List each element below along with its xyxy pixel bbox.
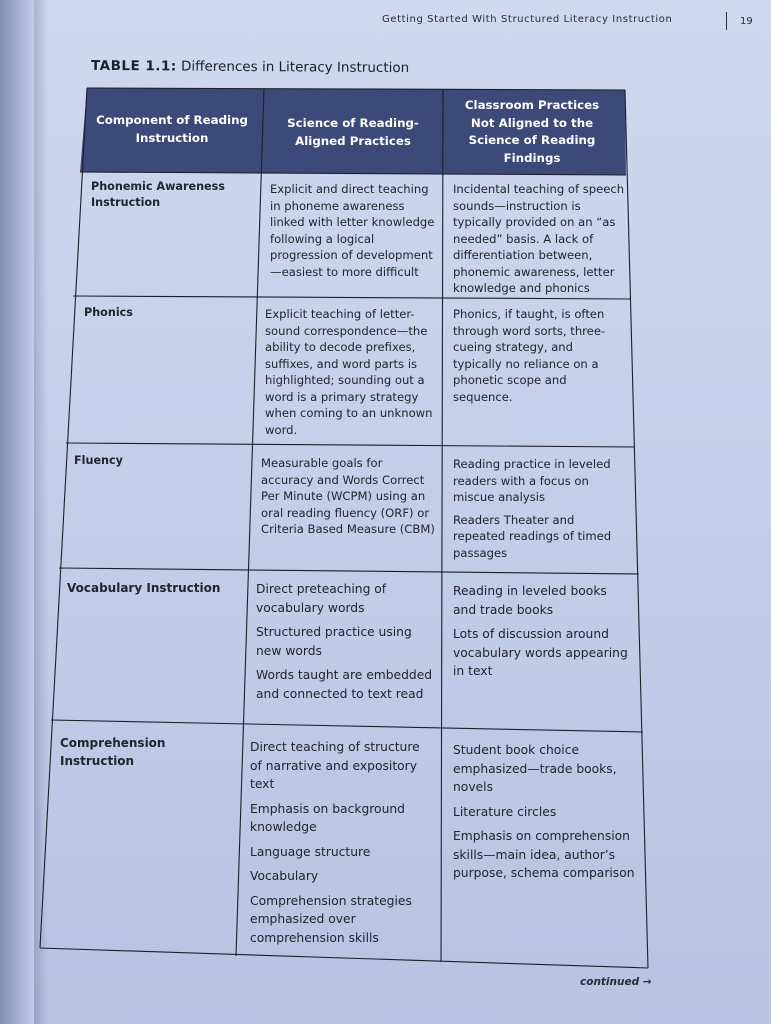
not-aligned-text: Phonics, if taught, is often through word sorts, three-cueing strategy, and typically no reliance on a phonetic scope and sequence. [453, 307, 606, 404]
aligned-text: Language structure [250, 844, 371, 859]
not-aligned-text: Student book choice emphasized—trade books, novels [453, 743, 617, 794]
not-aligned-comprehension [453, 741, 639, 889]
running-head: Getting Started With Structured Literacy Instruction [382, 14, 673, 25]
aligned-text: Emphasis on background knowledge [250, 801, 405, 834]
page-number: 19 [740, 16, 753, 27]
column-header-component: Component of Reading Instruction [96, 113, 248, 145]
aligned-fluency [261, 455, 436, 544]
aligned-vocabulary [256, 580, 434, 709]
not-aligned-fluency [453, 456, 629, 567]
col-rule-left [40, 88, 87, 948]
column-header-not-aligned: Classroom Practices Not Aligned to the Science of Reading Findings [464, 98, 600, 165]
row-rule-3 [59, 568, 639, 574]
aligned-text: Structured practice using new words [256, 625, 412, 658]
aligned-phonics [265, 306, 437, 444]
continued-note: continued → [580, 976, 652, 988]
not-aligned-text: Literature circles [453, 804, 557, 819]
table-caption-label: TABLE 1.1: [90, 57, 177, 75]
not-aligned-text: Readers Theater and repeated readings of timed passages [453, 512, 612, 560]
not-aligned-vocabulary [453, 582, 633, 687]
not-aligned-text: Lots of discussion around vocabulary words appearing in text [453, 627, 628, 678]
row-rule-4 [51, 720, 643, 732]
aligned-phonemic-awareness [270, 181, 435, 286]
aligned-text: Explicit teaching of letter-sound correspondence—the ability to decode prefixes, suffixes, and word parts is highlighted; sounding out a word is a primary strategy when coming to an unknown word. [265, 307, 433, 437]
aligned-text: Measurable goals for accuracy and Words Correct Per Minute (WCPM) using an oral reading fluency (ORF) or Criteria Based Measure (CBM) [261, 456, 435, 536]
component-phonemic-awareness: Phonemic Awareness Instruction [91, 180, 225, 209]
aligned-text: Vocabulary [250, 869, 319, 883]
aligned-comprehension [250, 738, 432, 953]
not-aligned-text: Emphasis on comprehension skills—main idea, author’s purpose, schema comparison [453, 829, 635, 880]
aligned-text: Direct teaching of structure of narrative and expository text [250, 740, 420, 791]
component-fluency: Fluency [74, 454, 123, 467]
component-phonics: Phonics [84, 306, 133, 319]
not-aligned-text: Reading in leveled books and trade books [453, 584, 607, 617]
not-aligned-phonics [453, 306, 613, 411]
col-rule-2 [441, 90, 443, 962]
table-caption-text: Differences in Literacy Instruction [180, 58, 410, 77]
component-vocabulary: Vocabulary Instruction [67, 581, 221, 595]
component-comprehension: Comprehension Instruction [60, 736, 166, 768]
not-aligned-phonemic-awareness [453, 181, 625, 303]
not-aligned-text: Incidental teaching of speech sounds—instruction is typically provided on an “as needed” basis. A lack of differentiation between, phonemic awareness, letter knowledge and phonics [453, 182, 625, 295]
aligned-text: Comprehension strategies emphasized over comprehension skills [250, 893, 412, 945]
aligned-text: Words taught are embedded and connected to text read [256, 668, 433, 701]
column-header-aligned: Science of Reading-Aligned Practices [287, 116, 419, 148]
aligned-text: Direct preteaching of vocabulary words [256, 582, 387, 615]
not-aligned-text: Reading practice in leveled readers with a focus on miscue analysis [453, 457, 611, 504]
aligned-text: Explicit and direct teaching in phoneme awareness linked with letter knowledge following a logical progression of development—easiest to more difficult [270, 182, 435, 279]
